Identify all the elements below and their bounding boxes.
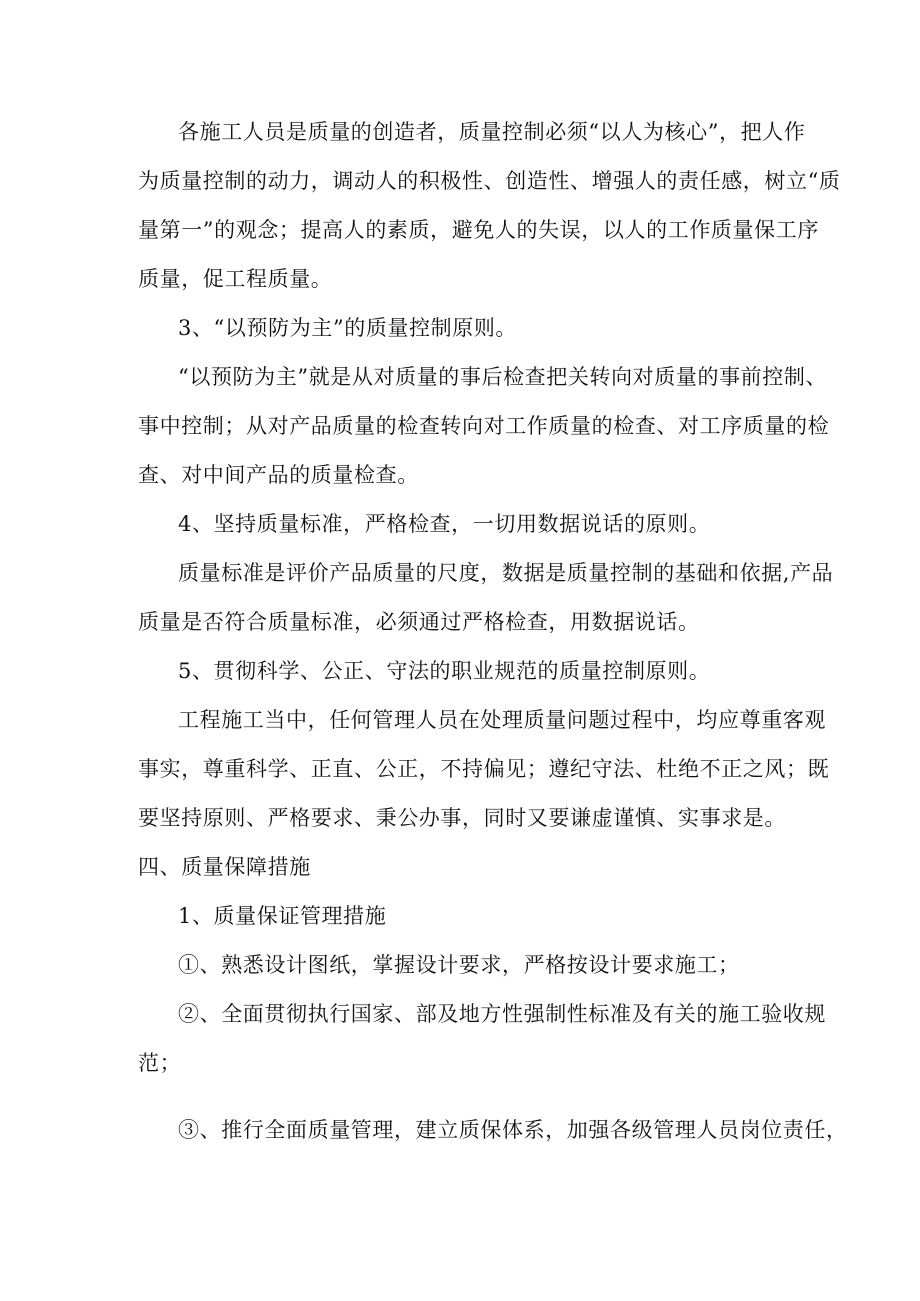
para2-line2: 事中控制；从对产品质量的检查转向对工作质量的检查、对工序质量的检 [138, 414, 830, 438]
para2-line3: 查、对中间产品的质量检查。 [138, 463, 419, 487]
list-item-2-line2: 范； [138, 1051, 182, 1075]
heading-principle-4: 4、坚持质量标准，严格检查，一切用数据说话的原则。 [178, 512, 711, 536]
list-item-3: ③、推行全面质量管理，建立质保体系，加强各级管理人员岗位责任， [178, 1118, 848, 1142]
heading-principle-5: 5、贯彻科学、公正、守法的职业规范的质量控制原则。 [178, 659, 711, 683]
para1-line4: 质量，促工程质量。 [138, 267, 333, 291]
para4-line1: 工程施工当中，任何管理人员在处理质量问题过程中，均应尊重客观 [178, 708, 826, 732]
list-item-1: ①、熟悉设计图纸，掌握设计要求，严格按设计要求施工； [178, 953, 740, 977]
para3-line2: 质量是否符合质量标准，必须通过严格检查，用数据说话。 [138, 610, 700, 634]
para1-line3: 量第一”的观念；提高人的素质，避免人的失误，以人的工作质量保工序 [138, 218, 819, 242]
section-heading-4: 四、质量保障措施 [138, 855, 311, 879]
heading-principle-3: 3、“以预防为主”的质量控制原则。 [178, 316, 518, 340]
para4-line3: 要坚持原则、严格要求、秉公办事，同时又要谦虚谨慎、实事求是。 [138, 806, 786, 830]
para2-line1: “以预防为主”就是从对质量的事后检查把关转向对质量的事前控制、 [178, 365, 828, 389]
para4-line2: 事实，尊重科学、正直、公正，不持偏见；遵纪守法、杜绝不正之风；既 [138, 757, 830, 781]
list-item-2-line1: ②、全面贯彻执行国家、部及地方性强制性标准及有关的施工验收规 [178, 1002, 826, 1026]
para1-line1: 各施工人员是质量的创造者，质量控制必须“以人为核心”，把人作 [178, 120, 806, 144]
para3-line1: 质量标准是评价产品质量的尺度，数据是质量控制的基础和依据,产品 [178, 561, 834, 585]
subsection-heading-1: 1、质量保证管理措施 [178, 904, 387, 928]
para1-line2: 为质量控制的动力，调动人的积极性、创造性、增强人的责任感，树立“质 [138, 169, 841, 193]
